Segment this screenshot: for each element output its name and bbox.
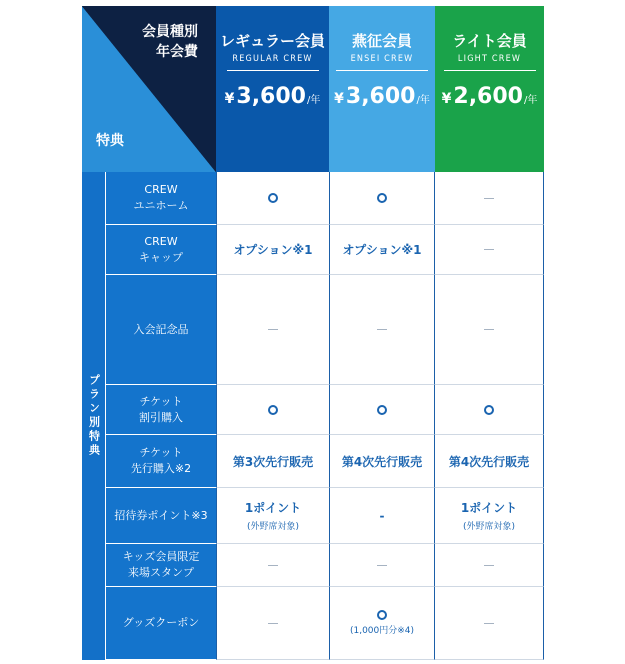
benefits-label: 特典: [96, 133, 124, 149]
plan-name: ライト会員: [452, 32, 527, 50]
benefit-label-line-1: 招待券ポイント※3: [114, 508, 208, 522]
benefit-label-line-2: 来場スタンプ: [128, 566, 194, 579]
plan-header-regular: [216, 6, 329, 172]
header-corner: [82, 6, 216, 172]
dash-mark-icon: [268, 623, 278, 624]
benefit-cell: [216, 544, 329, 587]
dash-mark-icon: [484, 249, 494, 250]
benefit-cell: [329, 275, 435, 385]
benefit-label-line-1: キッズ会員限定: [122, 550, 200, 563]
benefit-label: [106, 172, 216, 225]
circle-mark-icon: [268, 193, 278, 203]
price-value: 3,600: [345, 84, 416, 109]
yen-sign: ¥: [224, 91, 235, 107]
benefit-label-line-1: グッズクーポン: [122, 616, 200, 629]
benefit-note: (外野席対象): [246, 522, 300, 532]
circle-mark-icon: [484, 405, 494, 415]
dash-mark-icon: [377, 329, 387, 330]
price-unit: /年: [523, 95, 538, 106]
benefit-label-line-2: ユニホーム: [133, 199, 189, 212]
circle-mark-icon: [377, 193, 387, 203]
annual-fee-label: 年会費: [156, 44, 198, 60]
circle-mark-icon: [268, 405, 278, 415]
benefit-label: [106, 587, 216, 660]
benefit-cell: [216, 225, 329, 275]
benefit-label: [106, 225, 216, 275]
benefit-cell: [216, 488, 329, 544]
benefit-cell: [435, 385, 544, 435]
benefit-value: -: [379, 508, 385, 523]
benefit-cell: [216, 385, 329, 435]
comparison-grid: [82, 6, 544, 660]
benefit-cell: [216, 587, 329, 660]
benefit-label: [106, 488, 216, 544]
benefit-value: 1ポイント: [460, 501, 518, 515]
dash-mark-icon: [484, 623, 494, 624]
benefit-cell: [435, 544, 544, 587]
benefit-label-line-1: チケット: [139, 394, 183, 408]
benefit-label: [106, 275, 216, 385]
dash-mark-icon: [268, 329, 278, 330]
benefit-label-line-1: CREW: [144, 183, 178, 196]
membership-type-heading: [142, 22, 198, 62]
plan-english-name: REGULAR CREW: [227, 54, 319, 71]
plan-english-name: ENSEI CREW: [336, 54, 428, 71]
plan-price: [225, 85, 321, 113]
benefit-label-line-2: 割引購入: [139, 410, 183, 424]
benefit-label-line-1: チケット: [139, 446, 183, 459]
benefit-label: [106, 385, 216, 435]
benefit-cell: [329, 385, 435, 435]
benefit-value: オプション※1: [233, 243, 313, 257]
yen-sign: ¥: [441, 91, 452, 107]
circle-mark-icon: [377, 405, 387, 415]
benefit-cell: [216, 172, 329, 225]
benefit-cell: [329, 435, 435, 488]
benefit-cell: [435, 435, 544, 488]
plan-name: 燕征会員: [351, 32, 412, 50]
benefit-value: 第4次先行販売: [341, 454, 423, 469]
benefit-cell: [216, 275, 329, 385]
benefit-cell: [329, 225, 435, 275]
benefit-label-line-2: キャップ: [139, 250, 183, 264]
membership-comparison-table: [82, 6, 544, 660]
benefit-cell: [435, 587, 544, 660]
plan-benefits-side-label: プラン別特典: [82, 172, 106, 660]
dash-mark-icon: [484, 198, 494, 199]
price-unit: /年: [306, 95, 321, 106]
plan-price: [442, 85, 538, 113]
price-value: 2,600: [453, 84, 523, 109]
dash-mark-icon: [484, 565, 494, 566]
dash-mark-icon: [268, 565, 278, 566]
benefit-cell: [435, 172, 544, 225]
plan-header-ensei: [329, 6, 435, 172]
price-value: 3,600: [236, 84, 306, 109]
plan-price: [334, 85, 430, 113]
price-unit: /年: [416, 95, 430, 106]
benefit-label-line-1: CREW: [144, 234, 178, 248]
benefit-value: 第4次先行販売: [448, 454, 530, 469]
dash-mark-icon: [484, 329, 494, 330]
benefit-cell: [435, 225, 544, 275]
benefit-value: 第3次先行販売: [232, 454, 314, 469]
benefit-label-line-1: 入会記念品: [133, 322, 189, 336]
benefit-cell: [329, 172, 435, 225]
benefit-cell: [435, 275, 544, 385]
benefit-label-line-2: 先行購入※2: [130, 462, 192, 475]
benefit-value: 1ポイント: [244, 501, 302, 515]
yen-sign: ¥: [334, 91, 344, 107]
benefit-note: (外野席対象): [462, 522, 516, 532]
plan-header-light: [435, 6, 544, 172]
circle-mark-icon: [377, 610, 387, 620]
benefit-label: [106, 544, 216, 587]
plan-name: レギュラー会員: [219, 32, 325, 50]
benefit-note: (1,000円分※4): [349, 626, 415, 636]
benefit-cell: [329, 488, 435, 544]
benefit-label: [106, 435, 216, 488]
membership-type-label: 会員種別: [142, 24, 198, 40]
benefit-cell: [329, 544, 435, 587]
benefit-cell: [329, 587, 435, 660]
dash-mark-icon: [377, 565, 387, 566]
benefit-cell: [435, 488, 544, 544]
benefit-value: オプション※1: [342, 243, 422, 257]
benefit-cell: [216, 435, 329, 488]
plan-english-name: LIGHT CREW: [444, 54, 536, 71]
